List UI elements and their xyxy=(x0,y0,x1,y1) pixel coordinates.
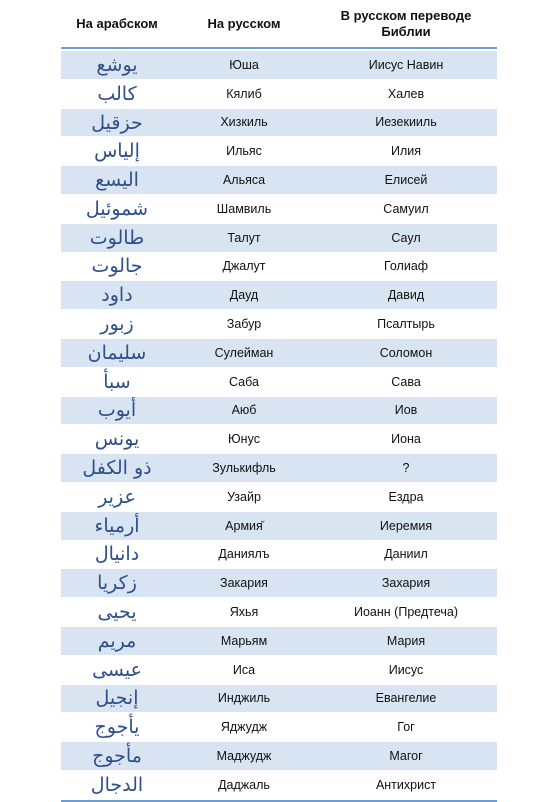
table-row xyxy=(61,310,497,339)
arabic-name: أرمياء xyxy=(94,514,140,537)
russian-name: Яхья xyxy=(229,605,259,620)
bible-name: Елисей xyxy=(384,173,428,188)
arabic-name: يحيى xyxy=(97,601,137,624)
table-row xyxy=(61,685,497,714)
arabic-name: اليسع xyxy=(95,169,139,192)
arabic-name: شموئيل xyxy=(85,197,149,220)
arabic-name: ذو الكفل xyxy=(82,457,152,480)
arabic-name: يونس xyxy=(94,428,140,451)
bible-name: Мария xyxy=(386,633,426,648)
header-russian: На русском xyxy=(207,15,281,31)
header-bible: В русском переводе Библии xyxy=(340,7,472,39)
table-row xyxy=(61,512,497,541)
arabic-name: يأجوج xyxy=(94,716,140,739)
bible-name: Псалтырь xyxy=(377,317,435,332)
arabic-name: أيوب xyxy=(97,399,137,422)
arabic-name: زكريا xyxy=(97,572,137,595)
bible-name: Евангелие xyxy=(375,691,437,706)
bible-name: ? xyxy=(402,461,410,476)
arabic-name: يوشع xyxy=(96,53,138,76)
arabic-name: حزقيل xyxy=(91,111,143,134)
arabic-name: زبور xyxy=(100,313,134,336)
table-row xyxy=(61,51,497,80)
russian-name: Инджиль xyxy=(217,691,271,706)
table-row xyxy=(61,483,497,512)
russian-name: Зулькифль xyxy=(212,461,276,476)
russian-name: Иса xyxy=(232,662,256,677)
bible-name: Иоанн (Предтеча) xyxy=(354,605,458,620)
russian-name: Сулейман xyxy=(214,345,274,360)
table-row xyxy=(61,137,497,166)
russian-name: Юша xyxy=(229,57,259,72)
table-row xyxy=(61,425,497,454)
bible-name: Захария xyxy=(381,576,431,591)
bible-name: Самуил xyxy=(383,201,429,216)
russian-name: Аюб xyxy=(231,403,257,418)
bible-name: Соломон xyxy=(379,345,433,360)
bible-name: Халев xyxy=(387,86,425,101)
arabic-name: سبأ xyxy=(103,370,131,393)
russian-name: Шамвиль xyxy=(216,201,272,216)
table-row xyxy=(61,742,497,771)
bible-name: Саул xyxy=(391,230,421,245)
table-row xyxy=(61,713,497,742)
russian-name: Альяса xyxy=(222,173,266,188)
bible-name: Сава xyxy=(391,374,421,389)
arabic-name: طالوت xyxy=(89,226,145,249)
bible-name: Магог xyxy=(389,749,423,764)
russian-name: Даджаль xyxy=(218,777,270,792)
arabic-name: جالوت xyxy=(91,255,143,278)
russian-name: Маджудж xyxy=(216,749,272,764)
bible-name: Даниил xyxy=(384,547,428,562)
table-row xyxy=(61,656,497,685)
table-row xyxy=(61,109,497,138)
russian-name: Ильяс xyxy=(226,144,262,159)
arabic-name: عزير xyxy=(98,485,136,508)
table-row xyxy=(61,166,497,195)
table-row xyxy=(61,569,497,598)
russian-name: Дауд xyxy=(229,288,259,303)
bible-name: Иов xyxy=(394,403,418,418)
bible-name: Гог xyxy=(397,720,415,735)
table-row xyxy=(61,541,497,570)
bible-name: Давид xyxy=(387,288,425,303)
russian-name: Даниялъ xyxy=(218,547,270,562)
table-row xyxy=(61,598,497,627)
russian-name: Саба xyxy=(229,374,259,389)
table-row xyxy=(61,224,497,253)
table-row xyxy=(61,339,497,368)
table-row xyxy=(61,397,497,426)
comparison-table xyxy=(61,0,497,802)
russian-name: Марьям xyxy=(220,633,268,648)
arabic-name: مريم xyxy=(97,629,137,652)
table-row xyxy=(61,80,497,109)
bible-name: Иисус Навин xyxy=(368,57,444,72)
russian-name: Закария xyxy=(220,576,268,591)
table-row xyxy=(61,368,497,397)
bible-name: Ездра xyxy=(388,489,424,504)
russian-name: Кялиб xyxy=(226,86,262,101)
bible-name: Голиаф xyxy=(383,259,429,274)
russian-name: Хизкиль xyxy=(220,115,268,130)
arabic-name: كالب xyxy=(97,82,137,105)
table-row xyxy=(61,195,497,224)
arabic-name: سليمان xyxy=(87,341,147,364)
table-row xyxy=(61,771,497,800)
bottom-rule xyxy=(61,800,497,802)
bible-name: Иеремия xyxy=(379,518,433,533)
bible-name: Антихрист xyxy=(375,777,437,792)
arabic-name: إنجيل xyxy=(95,687,139,710)
russian-name: Забур xyxy=(226,317,262,332)
table-row xyxy=(61,281,497,310)
bible-name: Иисус xyxy=(388,662,424,677)
russian-name: Талут xyxy=(227,230,261,245)
bible-name: Иезекииль xyxy=(375,115,437,130)
table-header xyxy=(61,0,497,49)
arabic-name: مأجوج xyxy=(92,745,142,768)
bible-name: Илия xyxy=(390,144,422,159)
russian-name: Яджудж xyxy=(220,720,268,735)
russian-name: Узайр xyxy=(227,489,261,504)
header-arabic: На арабском xyxy=(76,15,158,31)
table-body xyxy=(61,51,497,800)
russian-name: Юнус xyxy=(228,432,260,447)
arabic-name: دانيال xyxy=(94,543,140,566)
bible-name: Иона xyxy=(391,432,421,447)
arabic-name: إلياس xyxy=(94,140,140,163)
arabic-name: الدجال xyxy=(90,773,144,796)
arabic-name: عيسى xyxy=(92,658,142,681)
table-row xyxy=(61,454,497,483)
russian-name: Джалут xyxy=(222,259,266,274)
russian-name: Армия̆ xyxy=(225,518,263,533)
arabic-name: داود xyxy=(101,284,133,307)
table-row xyxy=(61,627,497,656)
table-row xyxy=(61,253,497,282)
